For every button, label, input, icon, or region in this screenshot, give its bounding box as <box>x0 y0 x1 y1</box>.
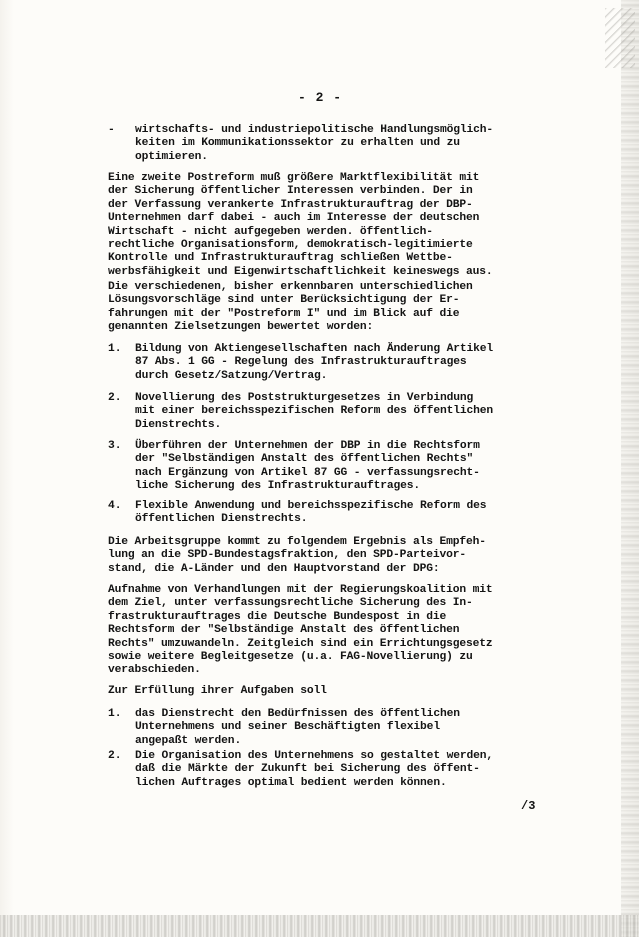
list2-item2-marker: 2. <box>108 750 122 762</box>
bullet-marker: - <box>108 124 115 136</box>
list2-item1-text: das Dienstrecht den Bedürfnissen des öffentlichen Unternehmens und seiner Beschäftigten flexibel angepaßt werden. <box>135 708 460 747</box>
scan-edge-bottom <box>0 915 639 937</box>
bullet-text: wirtschafts- und industriepolitische Handlungsmöglich- keiten im Kommunikationssektor zu erhalten und zu optimieren. <box>135 124 493 163</box>
paragraph-2: Die verschiedenen, bisher erkennbaren unterschiedlichen Lösungsvorschläge sind unter Berücksichtigung der Er- fahrungen mit der "Postreform I" und im Blick auf die genannten Zielsetzungen bewertet worden: <box>108 281 473 334</box>
list1-item4-text: Flexible Anwendung und bereichsspezifische Reform des öffentlichen Dienstrechts. <box>135 500 487 526</box>
paragraph-1: Eine zweite Postreform muß größere Marktflexibilität mit der Sicherung öffentlicher Interessen verbinden. Der in der Verfassung verankerte Infrastrukturauftrag der DBP- Unternehmen darf dabei - auch im Interesse der deutschen Wirtschaft - nicht aufgegeben werden. öffentlich- rechtliche Organisationsform, demokratisch-legitimierte Kontrolle und Infrastrukturauftrag schließen Wettbe- werbsfähigkeit und Eigenwirtschaftlichkeit keineswegs aus. <box>108 172 493 278</box>
paragraph-3: Die Arbeitsgruppe kommt zu folgendem Ergebnis als Empfeh- lung an die SPD-Bundestagsfraktion, den SPD-Parteivor- stand, die A-Länder und den Hauptvorstand der DPG: <box>108 536 486 575</box>
list1-item4-marker: 4. <box>108 500 122 512</box>
list1-item3-marker: 3. <box>108 440 122 452</box>
list2-item1-marker: 1. <box>108 708 122 720</box>
scan-corner-artifact <box>605 8 635 68</box>
continuation-marker: /3 <box>521 799 536 813</box>
list2-item2-text: Die Organisation des Unternehmens so gestaltet werden, daß die Märkte der Zukunft bei Sicherung des öffent- lichen Auftrages optimal bedient werden können. <box>135 750 493 789</box>
list1-item2-text: Novellierung des Poststrukturgesetzes in Verbindung mit einer bereichsspezifischen Reform des öffentlichen Dienstrechts. <box>135 392 493 431</box>
paragraph-5: Zur Erfüllung ihrer Aufgaben soll <box>108 685 327 697</box>
list1-item1-marker: 1. <box>108 343 122 355</box>
list1-item3-text: Überführen der Unternehmen der DBP in die Rechtsform der "Selbständigen Anstalt des öffentlichen Rechts" nach Ergänzung von Artikel 87 GG - verfassungsrecht- liche Sicherung des Infrastrukturauftrages. <box>135 440 480 493</box>
paragraph-4: Aufnahme von Verhandlungen mit der Regierungskoalition mit dem Ziel, unter verfassungsrechtliche Sicherung des In- frastrukturauftrages die Deutsche Bundespost in die Rechtsform der "Selbständige Anstalt des öffentlichen Rechts" umzuwandeln. Zeitgleich sind ein Errichtungsgesetz sowie weitere Begleitgesetze (u.a. FAG-Novellierung) zu verabschieden. <box>108 584 493 677</box>
scan-edge-right <box>621 0 639 937</box>
list1-item1-text: Bildung von Aktiengesellschaften nach Änderung Artikel 87 Abs. 1 GG - Regelung des Infrastrukturauftrages durch Gesetz/Satzung/Vertrag. <box>135 343 493 382</box>
list1-item2-marker: 2. <box>108 392 122 404</box>
page-number: - 2 - <box>298 90 343 105</box>
